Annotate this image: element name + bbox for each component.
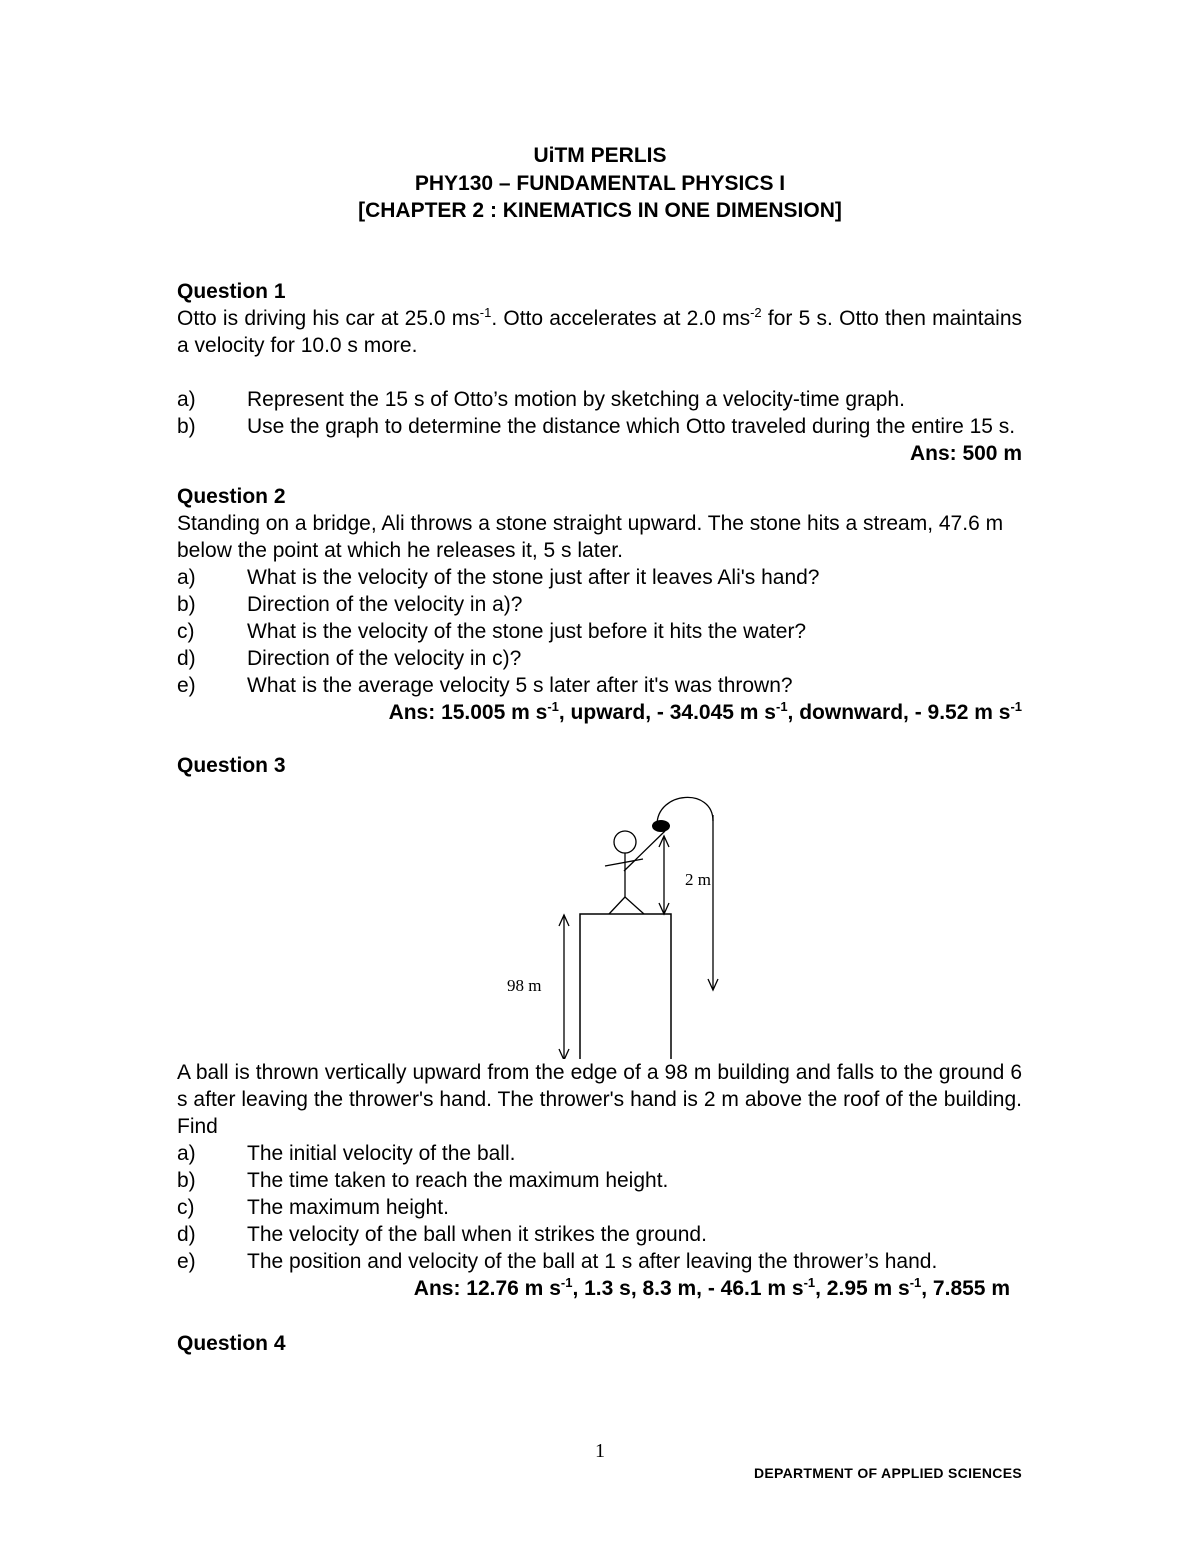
- building-throw-diagram: [177, 779, 1022, 1059]
- question-3: [177, 752, 1022, 1302]
- question-2-intro: Standing on a bridge, Ali throws a stone straight upward. The stone hits a stream, 47.6 m below the point at which he releases it, 5 s later.: [177, 512, 1004, 562]
- question-1-item-b: b) Use the graph to determine the distance which Otto traveled during the entire 15 s.: [177, 415, 1016, 438]
- course-title: PHY130 – FUNDAMENTAL PHYSICS I: [414, 171, 786, 195]
- question-2-title: Question 2: [177, 485, 286, 508]
- building-throw-figure: [177, 779, 1022, 1059]
- question-1-title: Question 1: [177, 280, 286, 303]
- question-3-intro: A ball is thrown vertically upward from the edge of a 98 m building and falls to the ground 6 s after leaving the thrower's hand. The thrower's hand is 2 m above the roof of the building. Find: [177, 1061, 1022, 1138]
- question-2-item-c: c) What is the velocity of the stone just before it hits the water?: [177, 620, 807, 643]
- question-3-item-c: c) The maximum height.: [177, 1196, 449, 1219]
- building-rect: [580, 914, 671, 1059]
- question-2-answer: Ans: 15.005 m $s^{-1}$, upward, - 34.045 m $s^{-1}$, downward, - 9.52 m $s^{-1}$: [388, 699, 1022, 724]
- question-2-item-b: b) Direction of the velocity in a)?: [177, 593, 523, 616]
- question-2-item-e: e) What is the average velocity 5 s later after it's was thrown?: [177, 674, 793, 697]
- question-1: [177, 278, 1022, 467]
- question-3-item-e: e) The position and velocity of the ball at 1 s after leaving the thrower’s hand.: [177, 1250, 938, 1273]
- question-3-title: Question 3: [177, 754, 286, 777]
- question-1-intro: Otto is driving his car at 25.0 $ms^{-1}$. Otto accelerates at 2.0 $ms^{-2}$ for 5 s. Otto then maintains a velocity for 10.0 s more.: [177, 305, 1023, 357]
- footer-department: DEPARTMENT OF APPLIED SCIENCES: [753, 1465, 1022, 1481]
- questions-body: [177, 278, 1022, 1357]
- page-number: 1: [595, 1440, 605, 1462]
- question-4-title: Question 4: [177, 1332, 286, 1355]
- institution-title: UiTM PERLIS: [533, 144, 667, 167]
- thrower-head: [614, 831, 636, 853]
- question-1-item-a: a) Represent the 15 s of Otto’s motion by sketching a velocity-time graph.: [177, 388, 905, 411]
- question-3-item-b: b) The time taken to reach the maximum height.: [177, 1169, 669, 1192]
- chapter-title: [CHAPTER 2 : KINEMATICS IN ONE DIMENSION]: [358, 199, 842, 222]
- question-2-item-a: a) What is the velocity of the stone just after it leaves Ali's hand?: [177, 566, 820, 589]
- thrower-arm-left: [605, 859, 643, 866]
- question-3-answer: Ans: 12.76 m $s^{-1}$, 1.3 s, 8.3 m, - 46.1 m $s^{-1}$, 2.95 m $s^{-1}$, 7.855 m: [413, 1275, 1010, 1300]
- thrower-leg-right: [625, 897, 644, 914]
- question-1-answer: Ans: 500 m: [909, 442, 1022, 465]
- question-2-item-d: d) Direction of the velocity in c)?: [177, 647, 522, 670]
- question-3-item-a: a) The initial velocity of the ball.: [177, 1142, 516, 1165]
- thrower-leg-left: [609, 897, 625, 914]
- label-2m: 2 m: [685, 870, 711, 889]
- document-header: [0, 142, 1200, 225]
- ball: [652, 820, 670, 832]
- question-2: [177, 483, 1022, 726]
- label-98m: 98 m: [507, 976, 542, 995]
- question-3-item-d: d) The velocity of the ball when it strikes the ground.: [177, 1223, 707, 1246]
